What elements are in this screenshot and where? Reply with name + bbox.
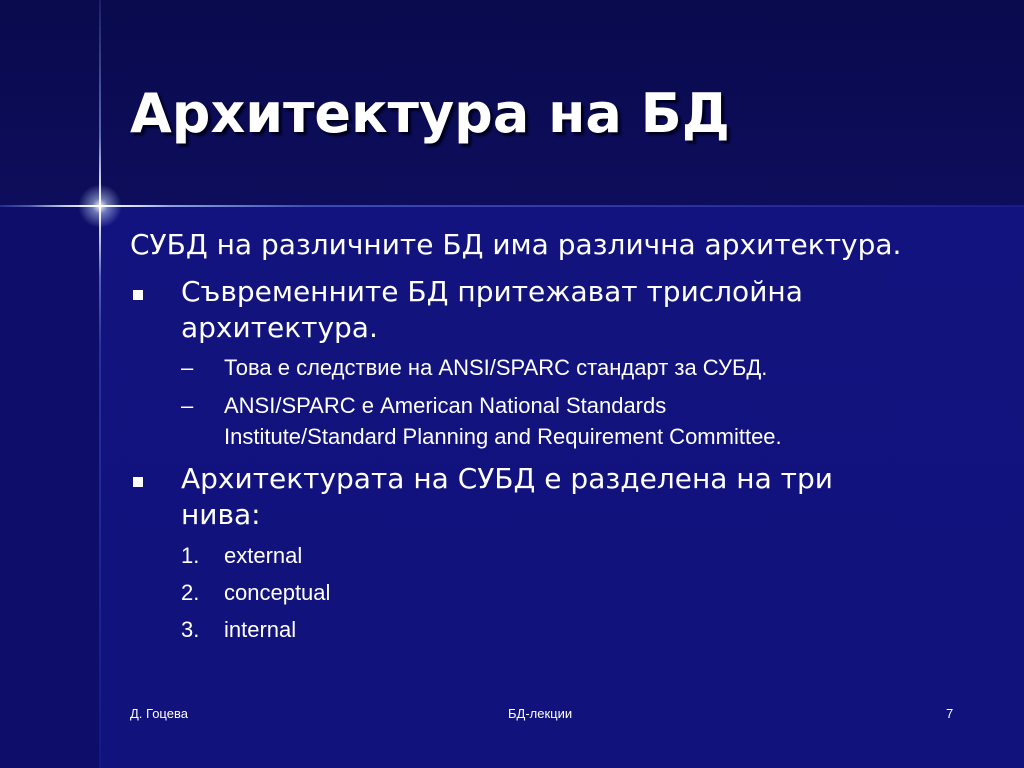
- bullet-1-line-2: архитектура.: [181, 311, 378, 344]
- numbered-item-1: external: [224, 543, 303, 568]
- bullet-2-line-1: Архитектурата на СУБД е разделена на три: [181, 462, 833, 495]
- number-marker: 2.: [181, 580, 200, 605]
- footer-author: Д. Гоцева: [130, 706, 188, 721]
- subitem-2-line-1: ANSI/SPARC е American National Standards: [224, 393, 667, 418]
- square-bullet-icon: [133, 477, 143, 487]
- sparkle-ray-vertical: [99, 136, 101, 276]
- intro-text: СУБД на различните БД има различна архитектура.: [130, 228, 902, 261]
- left-band: [0, 206, 100, 768]
- vertical-accent-line: [99, 0, 101, 768]
- subitem-2-line-2: Institute/Standard Planning and Requirement Committee.: [224, 424, 782, 449]
- dash-marker: –: [181, 355, 194, 380]
- bullet-1-line-1: Съвременните БД притежават трислойна: [181, 275, 803, 308]
- number-marker: 1.: [181, 543, 200, 568]
- square-bullet-icon: [133, 290, 143, 300]
- numbered-item-3: internal: [224, 617, 297, 642]
- numbered-item-2: conceptual: [224, 580, 331, 605]
- slide-title: Архитектура на БД: [130, 82, 730, 145]
- subitem-1-line-1: Това е следствие на ANSI/SPARC стандарт за СУБД.: [224, 355, 768, 380]
- dash-marker: –: [181, 393, 194, 418]
- bullet-2-line-2: нива:: [181, 498, 261, 531]
- number-marker: 3.: [181, 617, 200, 642]
- footer-page-number: 7: [946, 706, 954, 721]
- footer-course: БД-лекции: [508, 706, 573, 721]
